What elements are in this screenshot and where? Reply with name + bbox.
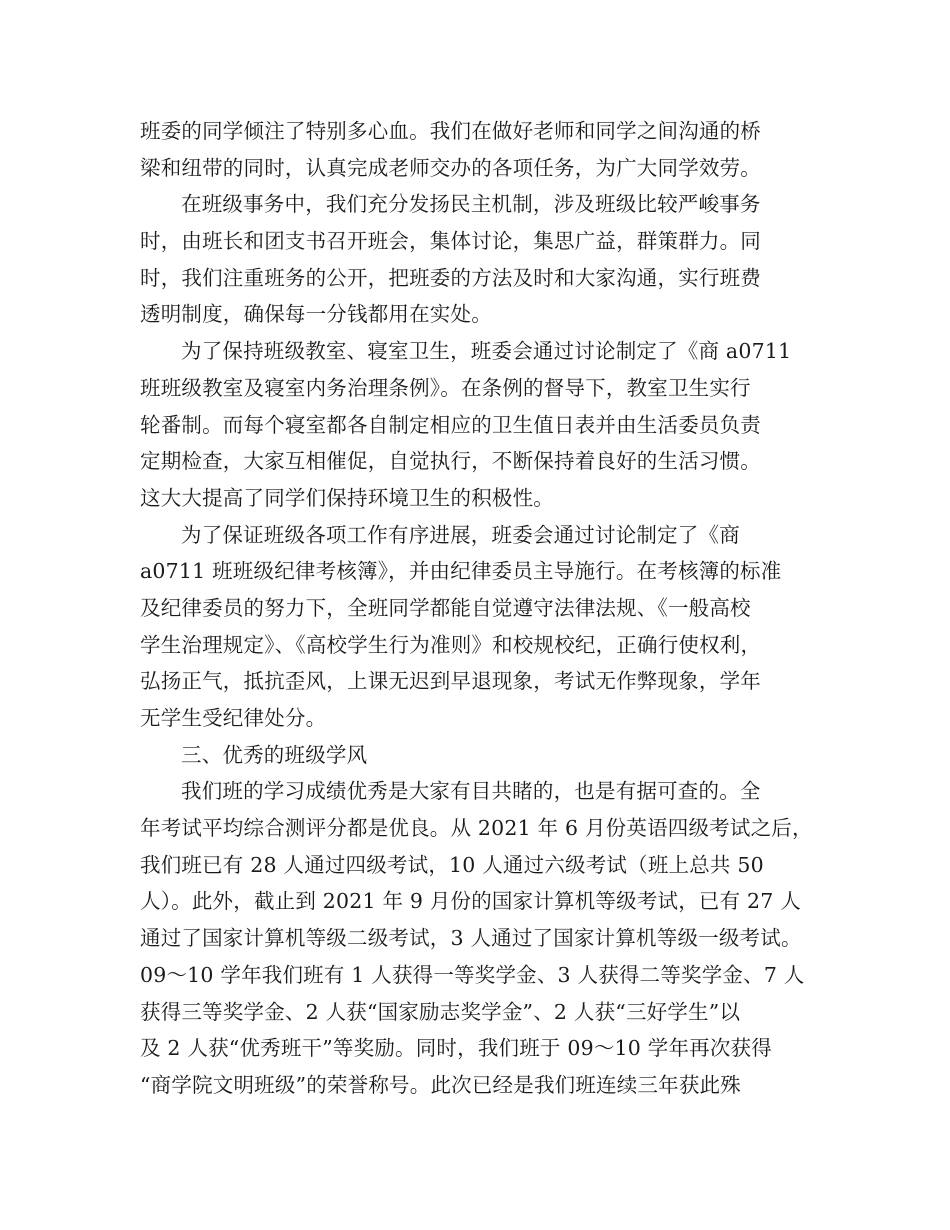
text-line: 获得三等奖学金、2 人获“国家励志奖学金”、2 人获“三好学生”以: [140, 999, 741, 1024]
text-line: 班班级教室及寝室内务治理条例》。在条例的督导下，教室卫生实行: [140, 375, 751, 400]
text-line: 梁和纽带的同时，认真完成老师交办的各项任务，为广大同学效劳。: [140, 155, 761, 180]
text-line: 无学生受纪律处分。: [140, 706, 327, 730]
text-line: 我们班的学习成绩优秀是大家有目共睹的，也是有据可查的。全: [181, 779, 761, 804]
text-line: a0711 班班级纪律考核簿》，并由纪律委员主导施行。在考核簿的标准: [140, 559, 782, 584]
text-line: 定期检查，大家互相催促，自觉执行，不断保持着良好的生活习惯。: [140, 449, 761, 474]
text-line: 这大大提高了同学们保持环境卫生的积极性。: [140, 485, 554, 510]
text-line: 年考试平均综合测评分都是优良。从 2021 年 6 月份英语四级考试之后，: [140, 816, 813, 841]
text-line: 时，我们注重班务的公开，把班委的方法及时和大家沟通，实行班费: [140, 265, 761, 290]
text-line: 通过了国家计算机等级二级考试，3 人通过了国家计算机等级一级考试。: [140, 926, 802, 951]
text-line: 学生治理规定》、《高校学生行为准则》和校规校纪，正确行使权利，: [140, 632, 762, 657]
text-line: 在班级事务中，我们充分发扬民主机制，涉及班级比较严峻事务: [181, 192, 761, 217]
text-line: “商学院文明班级”的荣誉称号。此次已经是我们班连续三年获此殊: [140, 1072, 741, 1097]
text-line: 轮番制。而每个寝室都各自制定相应的卫生值日表并由生活委员负责: [140, 412, 761, 437]
text-line: 09～10 学年我们班有 1 人获得一等奖学金、3 人获得二等奖学金、7 人: [140, 962, 805, 987]
body-text: [140, 113, 840, 1104]
text-line: 为了保持班级教室、寝室卫生，班委会通过讨论制定了《商 a0711: [181, 339, 792, 364]
text-line: 时，由班长和团支书召开班会，集体讨论，集思广益，群策群力。同: [140, 229, 761, 254]
text-line: 弘扬正气，抵抗歪风，上课无迟到早退现象，考试无作弊现象，学年: [140, 669, 761, 694]
text-line: 为了保证班级各项工作有序进展，班委会通过讨论制定了《商: [181, 522, 740, 547]
text-line: 班委的同学倾注了特别多心血。我们在做好老师和同学之间沟通的桥: [140, 119, 761, 143]
text-line: 及纪律委员的努力下，全班同学都能自觉遵守法律法规、《一般高校: [140, 595, 751, 620]
text-line: 我们班已有 28 人通过四级考试，10 人通过六级考试（班上总共 50: [140, 852, 764, 877]
text-line: 及 2 人获“优秀班干”等奖励。同时，我们班于 09～10 学年再次获得: [140, 1036, 772, 1061]
text-line: 透明制度，确保每一分钱都用在实处。: [140, 302, 492, 327]
text-line: 三、优秀的班级学风: [181, 742, 368, 767]
text-line: 人）。此外，截止到 2021 年 9 月份的国家计算机等级考试，已有 27 人: [140, 889, 801, 914]
